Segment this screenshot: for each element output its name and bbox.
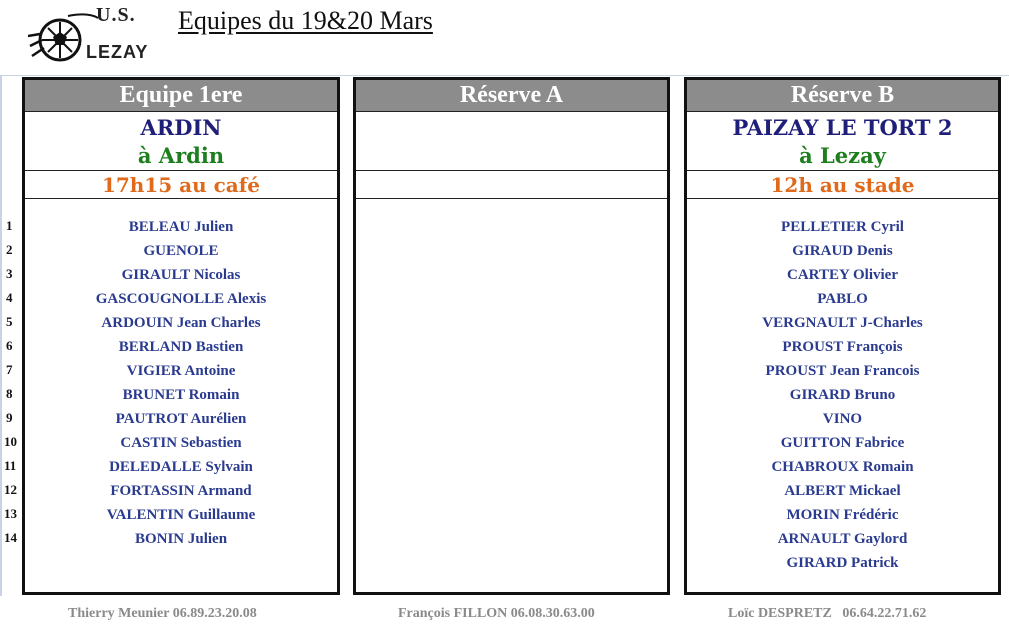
opponent-block [356,112,667,171]
meeting-time: 12h au stade [687,171,998,199]
list-item: GIRAUD Denis [792,243,893,259]
opponent-name: PAIZAY LE TORT 2 [732,115,953,140]
row-number: 2 [6,242,13,257]
list-item: CHABROUX Romain [771,459,914,475]
row-number: 3 [6,266,13,281]
row-number: 13 [4,506,17,521]
left-border [0,76,2,596]
team-header: Equipe 1ere [25,80,337,112]
list-item: BRUNET Romain [122,387,240,403]
list-item: PROUST Jean Francois [765,363,920,379]
row-number: 10 [4,434,17,449]
list-item: GASCOUGNOLLE Alexis [95,291,267,307]
club-logo [28,6,160,70]
row-number: 12 [4,482,17,497]
meeting-time [356,171,667,199]
list-item: ARNAULT Gaylord [777,531,908,547]
list-item: CARTEY Olivier [787,267,898,283]
row-number: 14 [4,530,17,545]
row-number: 8 [6,386,13,401]
list-item: VALENTIN Guillaume [106,507,256,523]
list-item: ARDOUIN Jean Charles [101,315,261,331]
contact-reserve-b: Loïc DESPRETZ 06.64.22.71.62 [728,606,927,621]
list-item: GUENOLE [143,243,219,259]
list-item: DELEDALLE Sylvain [109,459,253,475]
row-number: 5 [6,314,13,329]
row-number: 1 [6,218,13,233]
team-panel-reserve-b [684,77,1001,595]
top-divider [0,75,1009,76]
list-item: PAUTROT Aurélien [115,411,247,427]
list-item: GUITTON Fabrice [780,435,905,451]
row-number: 11 [4,458,17,473]
list-item: BELEAU Julien [128,219,234,235]
row-number: 9 [6,410,13,425]
team-header: Réserve A [356,80,667,112]
list-item: GIRAULT Nicolas [121,267,241,283]
opponent-name: ARDIN [140,115,222,140]
row-number: 7 [6,362,13,377]
list-item: BONIN Julien [134,531,228,547]
list-item: PABLO [817,291,868,307]
opponent-block [25,112,337,171]
row-number: 4 [6,290,13,305]
list-item: CASTIN Sebastien [120,435,242,451]
opponent-name [356,112,667,113]
list-item: VERGNAULT J-Charles [762,315,923,331]
opponent-block [687,112,998,171]
list-item: FORTASSIN Armand [110,483,252,499]
list-item: PELLETIER Cyril [781,219,904,235]
list-item: ALBERT Mickael [784,483,901,499]
logo-us-text: U.S. [96,4,136,26]
team-header: Réserve B [687,80,998,112]
list-item: VINO [822,411,863,427]
list-item: MORIN Frédéric [786,507,899,523]
list-item: GIRARD Bruno [789,387,896,403]
logo-lezay-text: LEZAY [86,42,149,62]
team-panel-equipe-1ere [22,77,340,595]
match-venue: à Ardin [137,143,225,168]
list-item: PROUST François [782,339,903,355]
contact-reserve-a: François FILLON 06.08.30.63.00 [398,606,595,621]
meeting-time: 17h15 au café [25,171,337,199]
team-panel-reserve-a [353,77,670,595]
list-item: BERLAND Bastien [118,339,244,355]
list-item: GIRARD Patrick [786,555,899,571]
row-number: 6 [6,338,13,353]
contact-equipe-1ere: Thierry Meunier 06.89.23.20.08 [68,606,257,621]
match-venue: à Lezay [799,143,886,168]
page-title: Equipes du 19&20 Mars [178,6,433,35]
list-item: VIGIER Antoine [126,363,236,379]
